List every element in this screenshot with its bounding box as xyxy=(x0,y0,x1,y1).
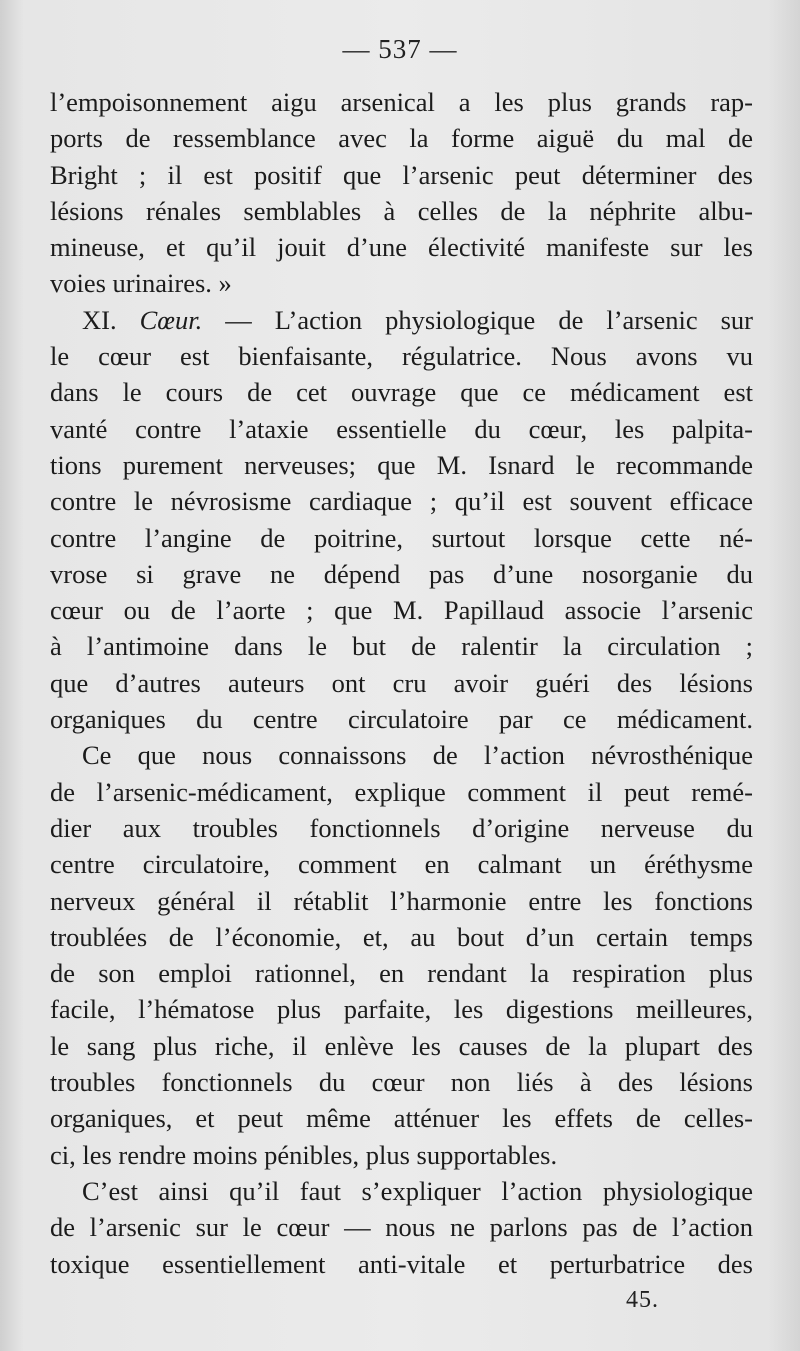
text-line: de son emploi rationnel, en rendant la respiration plus xyxy=(50,958,753,989)
text-line: mineuse, et qu’il jouit d’une électivité manifeste sur les xyxy=(50,232,753,263)
text-line: l’empoisonnement aigu arsenical a les plus grands rap- xyxy=(50,87,753,117)
text-line: organiques, et peut même atténuer les effets de celles- xyxy=(50,1103,753,1134)
text-line: ports de ressemblance avec la forme aiguë du mal de xyxy=(50,123,753,154)
text-line: que d’autres auteurs ont cru avoir guéri des lésions xyxy=(50,667,753,698)
text-line: cœur ou de l’aorte ; que M. Papillaud associe l’arsenic xyxy=(50,595,753,626)
text-line: contre le névrosisme cardiaque ; qu’il est souvent efficace xyxy=(50,486,753,517)
text-line: lésions rénales semblables à celles de la néphrite albu- xyxy=(50,195,753,226)
text-line: de l’arsenic-médicament, explique comment il peut remé- xyxy=(50,776,753,807)
page-number-header: — 537 — xyxy=(342,34,458,64)
text-line: le cœur est bienfaisante, régulatrice. Nous avons vu xyxy=(50,341,753,372)
text-line: de l’arsenic sur le cœur — nous ne parlons pas de l’action xyxy=(50,1212,753,1243)
text-line: C’est ainsi qu’il faut s’expliquer l’action physiologique xyxy=(82,1175,753,1206)
text-line: troubles fonctionnels du cœur non liés à des lésions xyxy=(50,1067,753,1098)
text-line: Bright ; il est positif que l’arsenic peut déterminer des xyxy=(50,159,753,190)
text-line: Ce que nous connaissons de l’action névrosthénique xyxy=(82,740,753,771)
text-line: nerveux général il rétablit l’harmonie entre les fonctions xyxy=(50,885,753,916)
text-line: voies urinaires. » xyxy=(50,268,232,299)
text-line: dier aux troubles fonctionnels d’origine nerveuse du xyxy=(50,812,753,843)
text-line: à l’antimoine dans le but de ralentir la circulation ; xyxy=(50,631,753,662)
text-line: vrose si grave ne dépend pas d’une nosorganie du xyxy=(50,558,753,589)
text-line: tions purement nerveuses; que M. Isnard le recommande xyxy=(50,449,753,480)
text-line: contre l’angine de poitrine, surtout lorsque cette né- xyxy=(50,522,753,553)
signature-mark: 45. xyxy=(626,1287,659,1313)
text-line: facile, l’hématose plus parfaite, les digestions meilleures, xyxy=(50,994,753,1025)
text-line: XI. Cœur. — L’action physiologique de l’arsenic sur xyxy=(82,304,753,335)
text-line: organiques du centre circulatoire par ce médicament. xyxy=(50,704,753,735)
section-title-italic: Cœur. xyxy=(139,304,203,335)
text-line: dans le cours de cet ouvrage que ce médicament est xyxy=(50,377,753,408)
text-line: vanté contre l’ataxie essentielle du cœur, les palpita- xyxy=(50,413,753,444)
body-text xyxy=(50,84,753,1282)
text-line: toxique essentiellement anti-vitale et perturbatrice des xyxy=(50,1248,753,1279)
text-line: ci, les rendre moins pénibles, plus supportables. xyxy=(50,1139,558,1170)
text-line: le sang plus riche, il enlève les causes de la plupart des xyxy=(50,1030,753,1061)
text-line: troublées de l’économie, et, au bout d’un certain temps xyxy=(50,921,753,952)
text-line: centre circulatoire, comment en calmant un éréthysme xyxy=(50,849,753,880)
